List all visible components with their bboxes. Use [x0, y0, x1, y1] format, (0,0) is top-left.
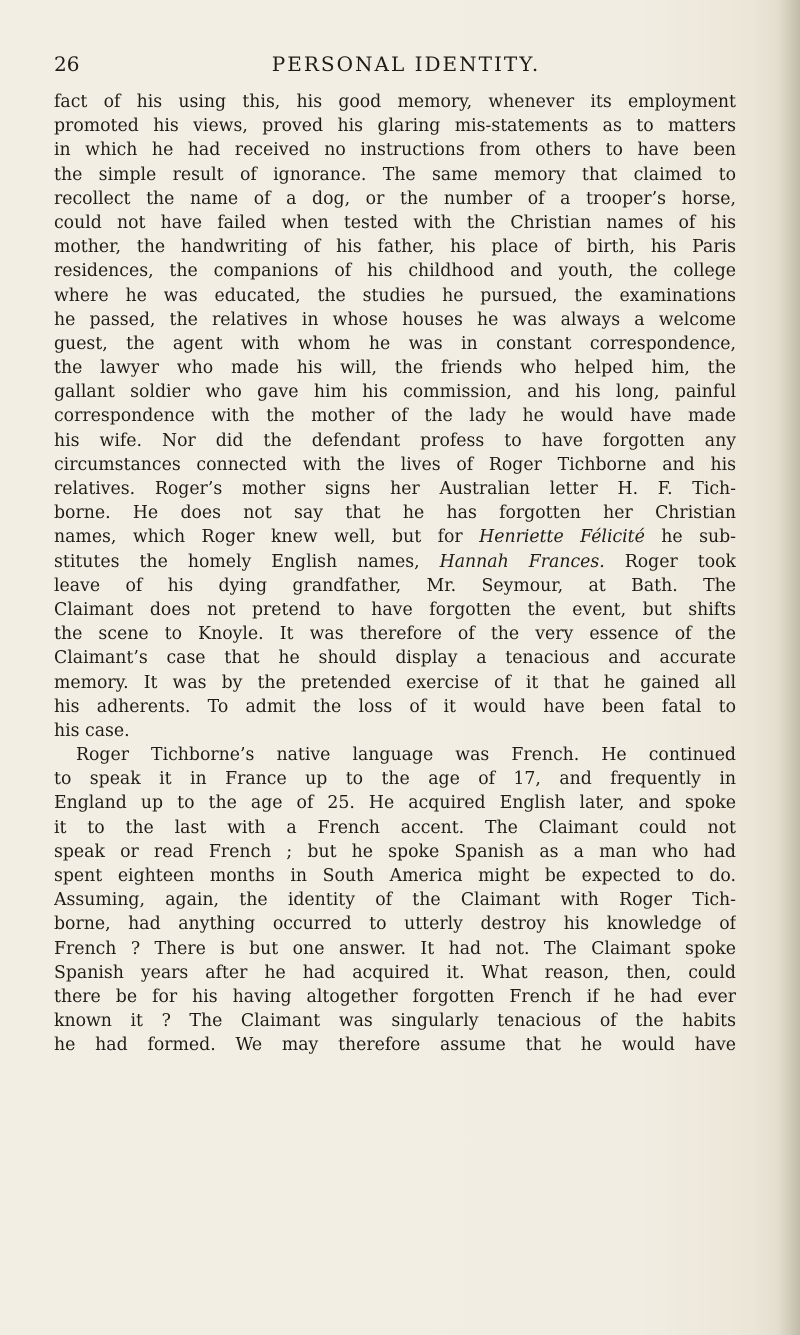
text-line: Assuming, again, the identity of the Claimant with Roger Tich-: [54, 890, 736, 911]
page-edge-shadow: [778, 0, 800, 1335]
body-text: [54, 90, 736, 1058]
text-line: borne. He does not say that he has forgotten her Christian: [54, 503, 736, 524]
text-line: England up to the age of 25. He acquired English later, and spoke: [54, 793, 736, 814]
text-line: leave of his dying grandfather, Mr. Seymour, at Bath. The: [54, 575, 736, 596]
text-line: his case.: [54, 720, 130, 741]
text-line: speak or read French ; but he spoke Spanish as a man who had: [54, 841, 736, 862]
italic-names: Henriette Félicité: [479, 527, 645, 548]
text-line: borne, had anything occurred to utterly destroy his knowledge of: [54, 914, 736, 935]
page-header: [54, 50, 740, 78]
text-line: his adherents. To admit the loss of it would have been fatal to: [54, 696, 736, 717]
text-line: promoted his views, proved his glaring mis-statements as to matters: [54, 116, 736, 137]
text-line: the scene to Knoyle. It was therefore of the very essence of the: [54, 624, 736, 645]
page-number: 26: [54, 52, 80, 76]
text-line: guest, the agent with whom he was in constant correspondence,: [54, 333, 736, 354]
text-line: the simple result of ignorance. The same memory that claimed to: [54, 164, 736, 185]
text-line-with-italics: [54, 525, 736, 549]
text-run: stitutes the homely English names,: [54, 551, 440, 572]
text-line: residences, the companions of his childhood and youth, the college: [54, 261, 736, 282]
text-line: memory. It was by the pretended exercise of it that he gained all: [54, 672, 736, 693]
text-line: fact of his using this, his good memory, whenever its employment: [54, 92, 736, 112]
text-line: Spanish years after he had acquired it. What reason, then, could: [54, 962, 736, 983]
italic-names: Hannah Frances.: [439, 551, 605, 572]
text-line: the lawyer who made his will, the friends who helped him, the: [54, 358, 736, 379]
text-line: in which he had received no instructions from others to have been: [54, 140, 736, 161]
text-line: Claimant’s case that he should display a tenacious and accurate: [54, 648, 736, 669]
text-line: he had formed. We may therefore assume that he would have: [54, 1035, 736, 1056]
text-line: could not have failed when tested with the Christian names of his: [54, 212, 736, 233]
text-line: recollect the name of a dog, or the number of a trooper’s horse,: [54, 188, 736, 209]
text-line: circumstances connected with the lives of Roger Tichborne and his: [54, 454, 736, 475]
text-line: he passed, the relatives in whose houses he was always a welcome: [54, 309, 736, 330]
text-line: spent eighteen months in South America might be expected to do.: [54, 866, 736, 886]
text-run: he sub-: [644, 527, 736, 548]
text-line: to speak it in France up to the age of 17, and frequently in: [54, 769, 736, 790]
text-line: where he was educated, the studies he pursued, the examinations: [54, 285, 736, 306]
text-line: French ? There is but one answer. It had not. The Claimant spoke: [54, 938, 736, 959]
text-run: names, which Roger knew well, but for: [54, 527, 480, 548]
text-line: there be for his having altogether forgotten French if he had ever: [54, 986, 736, 1007]
text-line: mother, the handwriting of his father, his place of birth, his Paris: [54, 237, 736, 258]
text-line: it to the last with a French accent. The Claimant could not: [54, 817, 736, 838]
text-line: known it ? The Claimant was singularly tenacious of the habits: [54, 1011, 736, 1032]
text-run: Roger took: [604, 551, 736, 572]
text-line: his wife. Nor did the defendant profess to have forgotten any: [54, 430, 736, 451]
text-line: relatives. Roger’s mother signs her Australian letter H. F. Tich-: [54, 479, 736, 499]
text-line: Claimant does not pretend to have forgotten the event, but shifts: [54, 599, 736, 620]
paragraph-first-line: Roger Tichborne’s native language was French. He continued: [76, 745, 736, 766]
running-head: PERSONAL IDENTITY.: [271, 52, 541, 76]
text-line-with-italics: [54, 550, 736, 574]
text-line: correspondence with the mother of the lady he would have made: [54, 406, 736, 427]
text-line: gallant soldier who gave him his commission, and his long, painful: [54, 382, 736, 403]
